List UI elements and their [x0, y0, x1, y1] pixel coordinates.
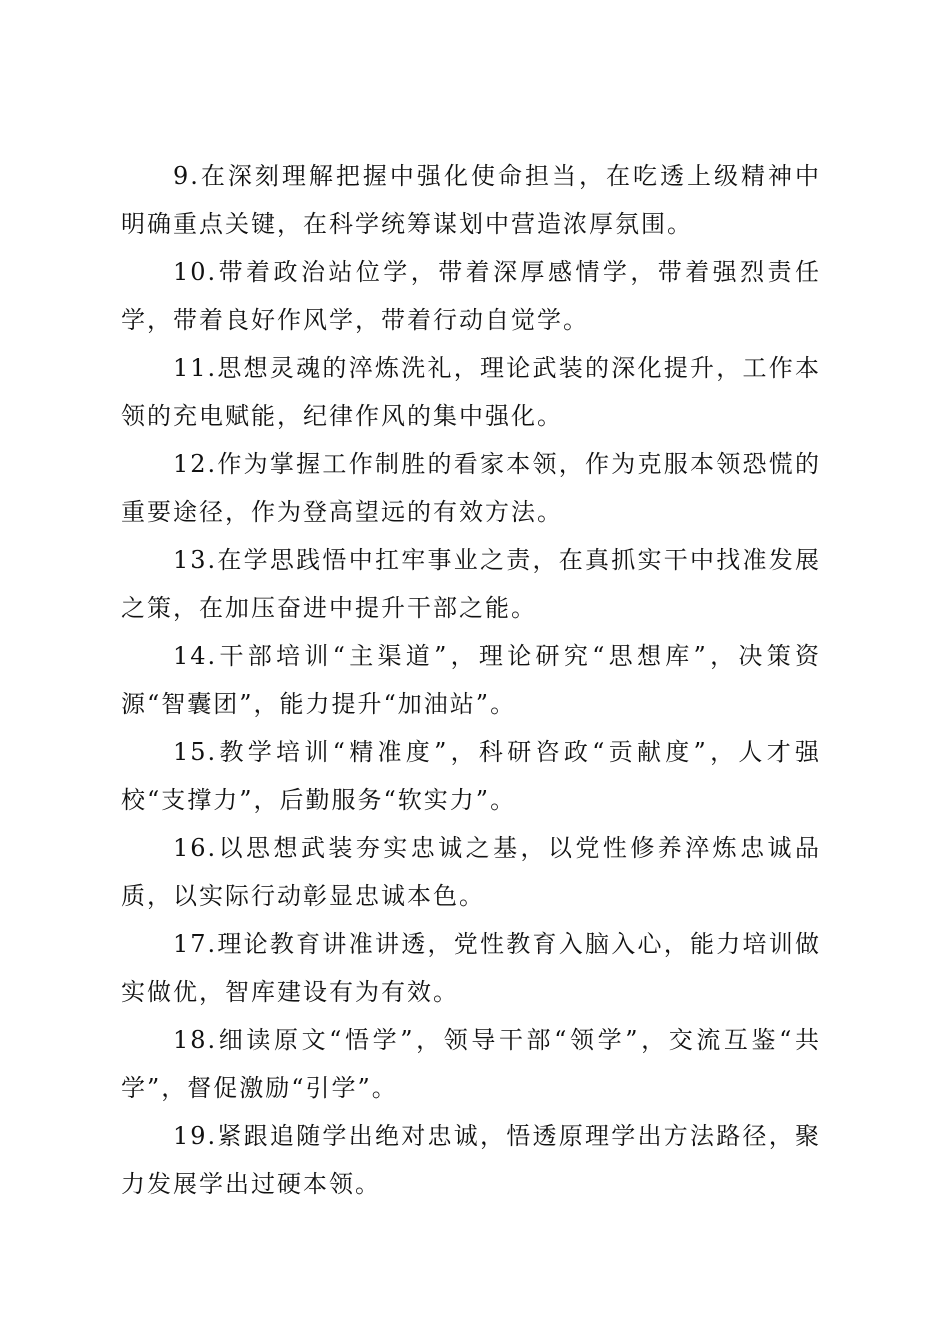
document-body — [121, 152, 821, 1208]
list-item: 12.作为掌握工作制胜的看家本领，作为克服本领恐慌的重要途径，作为登高望远的有效方法。 — [121, 450, 821, 526]
list-item: 11.思想灵魂的淬炼洗礼，理论武装的深化提升，工作本领的充电赋能，纪律作风的集中强化。 — [121, 354, 821, 430]
list-item: 17.理论教育讲准讲透，党性教育入脑入心，能力培训做实做优，智库建设有为有效。 — [121, 930, 821, 1006]
list-item: 9.在深刻理解把握中强化使命担当，在吃透上级精神中明确重点关键，在科学统筹谋划中营造浓厚氛围。 — [121, 162, 821, 238]
list-item: 14.干部培训“主渠道”，理论研究“思想库”，决策资源“智囊团”，能力提升“加油站”。 — [121, 642, 821, 718]
list-item: 15.教学培训“精准度”，科研咨政“贡献度”，人才强校“支撑力”，后勤服务“软实力”。 — [121, 738, 821, 814]
list-item: 18.细读原文“悟学”，领导干部“领学”，交流互鉴“共学”，督促激励“引学”。 — [121, 1026, 821, 1102]
list-item: 19.紧跟追随学出绝对忠诚，悟透原理学出方法路径，聚力发展学出过硬本领。 — [121, 1122, 821, 1198]
list-item: 13.在学思践悟中扛牢事业之责，在真抓实干中找准发展之策，在加压奋进中提升干部之能。 — [121, 546, 821, 622]
list-item: 10.带着政治站位学，带着深厚感情学，带着强烈责任学，带着良好作风学，带着行动自觉学。 — [121, 258, 821, 334]
list-item: 16.以思想武装夯实忠诚之基，以党性修养淬炼忠诚品质，以实际行动彰显忠诚本色。 — [121, 834, 821, 910]
